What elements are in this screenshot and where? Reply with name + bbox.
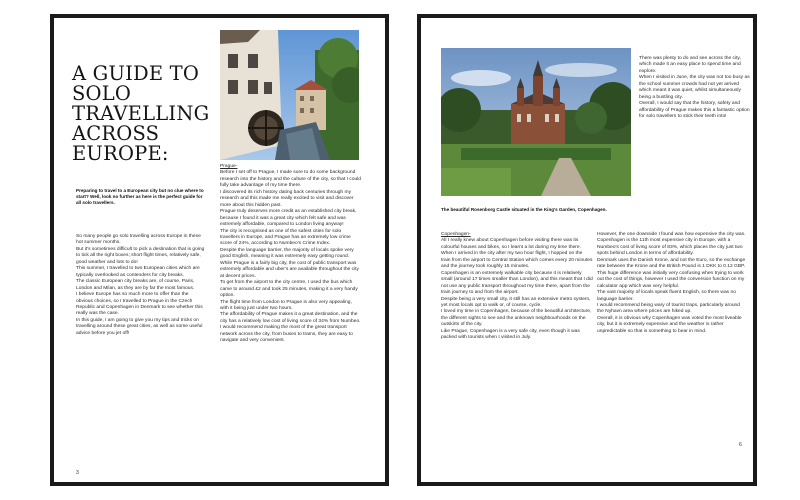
prague-photo-image: [220, 30, 359, 160]
copenhagen-paragraph: Despite being a very small city, it still has an extensive metro system, yet most locals opt to walk or, of course, cycle.: [441, 296, 591, 308]
article-intro: Preparing to travel to a European city but no clue where to start? Well, look no further as here is the perfect guide for all solo travellers.: [76, 188, 204, 206]
copenhagen-paragraph: Denmark uses the Danish Krone, and not the Euro, so the exchange rate between the Krone and the British Pound is 1 DKK to 0.12 GBP.: [597, 257, 746, 270]
copenhagen-paragraph: However, the one downside I found was how expensive the city was.: [597, 232, 746, 237]
page-number: 3: [76, 470, 79, 476]
prague-paragraph: Prague truly deserves more credit as an established city break, because I found it was a great city which felt safe and was extremely affordable, compared to London living anyway!: [220, 209, 357, 228]
right-page: [417, 14, 757, 486]
copenhagen-column-2: [597, 232, 747, 335]
prague-paragraph: To get from the airport to the city centre, I used the bus which came to around £2 and took 25 minutes, making it a very handy option.: [220, 280, 358, 299]
intro-paragraph: This summer, I travelled to two European cities which are typically overlooked as contenders for city breaks.: [76, 266, 200, 278]
intro-paragraph: So many people go solo travelling across Europe in these hot summer months.: [76, 234, 201, 246]
copenhagen-paragraph: Copenhagen is an extremely walkable city because it is relatively small (around 17 times smaller than London), and this meant that I did not use any public transport throughout my time there, apart from the train journey to and from the airport.: [441, 270, 593, 296]
photo-caption: The beautiful Rosenborg Castle situated in the King's Garden, Copenhagen.: [441, 207, 607, 212]
page-number: 6: [739, 442, 742, 448]
prague-paragraph: There was plenty to do and see across the city, which made it an easy place to spend time and explore.: [639, 56, 741, 74]
copenhagen-paragraph: When I arrived in the city after my two hour flight, I hopped on the train from the airport to Central Station which comes every 20 minutes and the journey took roughly 15 minutes.: [441, 251, 593, 270]
prague-paragraph: I would recommend making the most of the great transport network across the city, from buses to trams, they are easy to navigate and very convenient.: [220, 325, 353, 344]
copenhagen-paragraph: All I really knew about Copenhagen before visiting there was its colourful houses and bikes, so I learnt a lot during my time there.: [441, 238, 581, 250]
copenhagen-paragraph: I loved my time in Copenhagen, because of the beautiful architecture, the different sights to see and the unknown neighbourhoods on the outskirts of the city.: [441, 309, 592, 328]
intro-paragraph: In this guide, I am going to give you my tips and tricks on travelling around these great cities, as well as some useful advice before you jet off!: [76, 317, 203, 336]
prague-continued-column: [639, 56, 751, 121]
prague-paragraph: Before I set off to Prague, I made sure to do some background research into the history and the culture of the city, so that I could fully take advantage of my time there.: [220, 170, 361, 189]
intro-paragraph: But it's sometimes difficult to pick a destination that is going to tick all the right boxes; short flight times, relatively safe, good weather and lots to do!: [76, 246, 205, 265]
left-page: [50, 14, 389, 486]
prague-paragraph: I discovered its rich history dating back centuries through my research and this made me really excited to visit and discover more about this hidden past.: [220, 189, 354, 208]
prague-paragraph: The flight time from London to Prague is also very appealing, with it being just under two hours.: [220, 299, 352, 311]
copenhagen-paragraph: Copenhagen is the 11th most expensive city in Europe, with a Numbeo's cost of living score of 83%, which places the city just two spots behind London in terms of affordability.: [597, 238, 743, 257]
prague-paragraph: Despite the language barrier, the majority of locals spoke very good English, meaning it was extremely easy getting round.: [220, 247, 354, 260]
copenhagen-paragraph: The vast majority of locals speak fluent English, so there was no language barrier.: [597, 290, 736, 302]
prague-paragraph: The city is recognised as one of the safest cities for solo travellers in Europe, and Prague has an extremely low crime score of 24%, according to Numbeo's Crime Index.: [220, 228, 351, 247]
prague-paragraph: Overall, I would say that the history, safety and affordability of Prague makes this a fantastic option for solo travellers to stick their teeth into!: [639, 101, 750, 120]
intro-column: [76, 234, 206, 337]
prague-heading: Prague-: [220, 164, 238, 169]
intro-paragraph: The classic European city breaks are, of course, Paris, London and Milan, as they are by far the most famous.: [76, 279, 195, 291]
castle-photo-image: [441, 48, 631, 196]
copenhagen-paragraph: Overall, it is obvious why Copenhagen was voted the most liveable city, but it is extremely expensive and the weather is rather unpredictable so that is something to bear in mind.: [597, 315, 742, 334]
copenhagen-paragraph: Like Prague, Copenhagen is a very safe city, even though it was packed with tourists when I visited in July.: [441, 328, 580, 341]
copenhagen-paragraph: This huge difference was initially very confusing when trying to work out the cost of things, however I used the conversion function on my calculator app which was very helpful.: [597, 270, 745, 289]
prague-paragraph: The affordability of Prague makes it a great destination, and the city has a relatively low cost of living score of 34% from Numbeo.: [220, 312, 361, 324]
intro-paragraph: I believe Europe has so much more to offer than the obvious choices, so I travelled to Prague in the Czech Republic and Copenhagen in Denmark to see whether this really was the case.: [76, 292, 203, 317]
prague-canal-photo: [220, 30, 359, 160]
article-title: A GUIDE TO SOLO TRAVELLING ACROSS EUROPE:: [72, 62, 210, 165]
rosenborg-castle-photo: [441, 48, 631, 196]
prague-column: [220, 164, 361, 345]
copenhagen-column-1: [441, 232, 593, 342]
copenhagen-paragraph: I would recommend being wary of tourist traps, particularly around the Nyhavn area where prices are hiked up.: [597, 302, 740, 315]
prague-paragraph: When I visited in June, the city was not too busy as the school summer crowds had not yet arrived which meant it was quiet, whilst simultaneously being a bustling city.: [639, 75, 750, 100]
prague-paragraph: While Prague is a fairly big city, the cost of public transport was extremely affordable and uber's are available throughout the city at decent prices.: [220, 260, 359, 279]
copenhagen-heading: Copenhagen-: [441, 232, 471, 237]
